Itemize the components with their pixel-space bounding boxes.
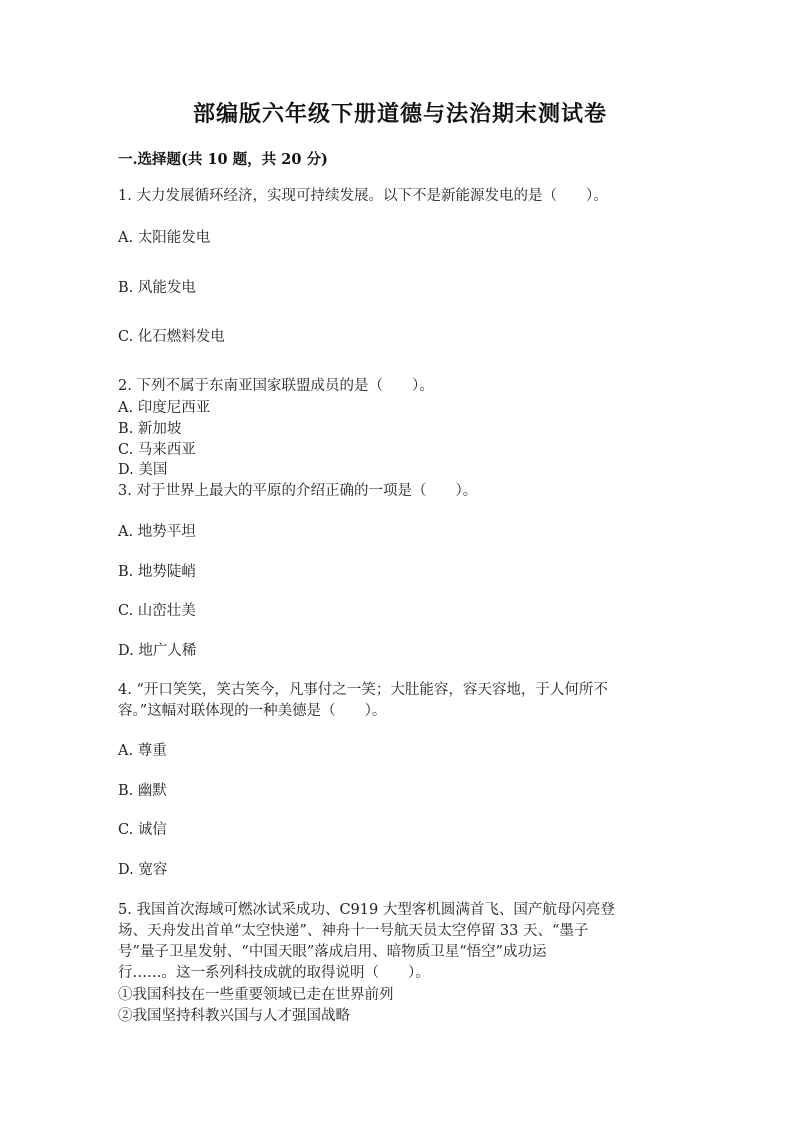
question-4-option-d: D. 宽容 xyxy=(118,862,168,878)
question-1-option-b: B. 风能发电 xyxy=(118,280,196,296)
question-2-option-c: C. 马来西亚 xyxy=(118,442,196,458)
question-2-option-d: D. 美国 xyxy=(118,462,168,478)
question-3-option-a: A. 地势平坦 xyxy=(118,524,196,540)
question-2-option-a: A. 印度尼西亚 xyxy=(118,400,211,416)
question-5-option-2: ②我国坚持科教兴国与人才强国战略 xyxy=(118,1008,350,1024)
question-4-stem-line: 容。”这幅对联体现的一种美德是（ ）。 xyxy=(118,703,387,719)
question-3-option-c: C. 山峦壮美 xyxy=(118,603,196,619)
question-1-option-c: C. 化石燃料发电 xyxy=(118,329,225,345)
question-4-stem xyxy=(118,680,678,722)
page-title: 部编版六年级下册道德与法治期末测试卷 xyxy=(192,101,607,127)
question-5-stem-line: 号”量子卫星发射、“中国天眼”落成启用、暗物质卫星“悟空”成功运 xyxy=(118,944,547,960)
question-4-option-a: A. 尊重 xyxy=(118,743,167,759)
question-3-option-b: B. 地势陡峭 xyxy=(118,564,196,580)
question-2-option-b: B. 新加坡 xyxy=(118,421,182,437)
question-1-option-a: A. 太阳能发电 xyxy=(118,230,211,246)
question-5-stem-line: 场、天舟发出首单“太空快递”、神舟十一号航天员太空停留 33 天、“墨子 xyxy=(118,923,589,939)
question-3-stem: 3. 对于世界上最大的平原的介绍正确的一项是（ ）。 xyxy=(118,483,478,499)
section-heading: 一.选择题(共 10 题，共 20 分) xyxy=(118,151,328,168)
question-5-option-1: ①我国科技在一些重要领域已走在世界前列 xyxy=(118,987,394,1003)
question-2-stem: 2. 下列不属于东南亚国家联盟成员的是（ ）。 xyxy=(118,378,434,394)
question-5-stem-line: 行……。这一系列科技成就的取得说明（ ）。 xyxy=(118,965,430,981)
question-1-stem: 1. 大力发展循环经济，实现可持续发展。以下不是新能源发电的是（ ）。 xyxy=(118,188,608,204)
question-3-option-d: D. 地广人稀 xyxy=(118,643,197,659)
question-4-option-c: C. 诚信 xyxy=(118,822,167,838)
question-5-stem-line: 5. 我国首次海域可燃冰试采成功、C919 大型客机圆满首飞、国产航母闪亮登 xyxy=(118,902,615,918)
question-4-option-b: B. 幽默 xyxy=(118,783,167,799)
question-4-stem-line: 4. “开口笑笑，笑古笑今，凡事付之一笑；大肚能容，容天容地，于人何所不 xyxy=(118,682,608,698)
question-5-stem xyxy=(118,900,678,984)
